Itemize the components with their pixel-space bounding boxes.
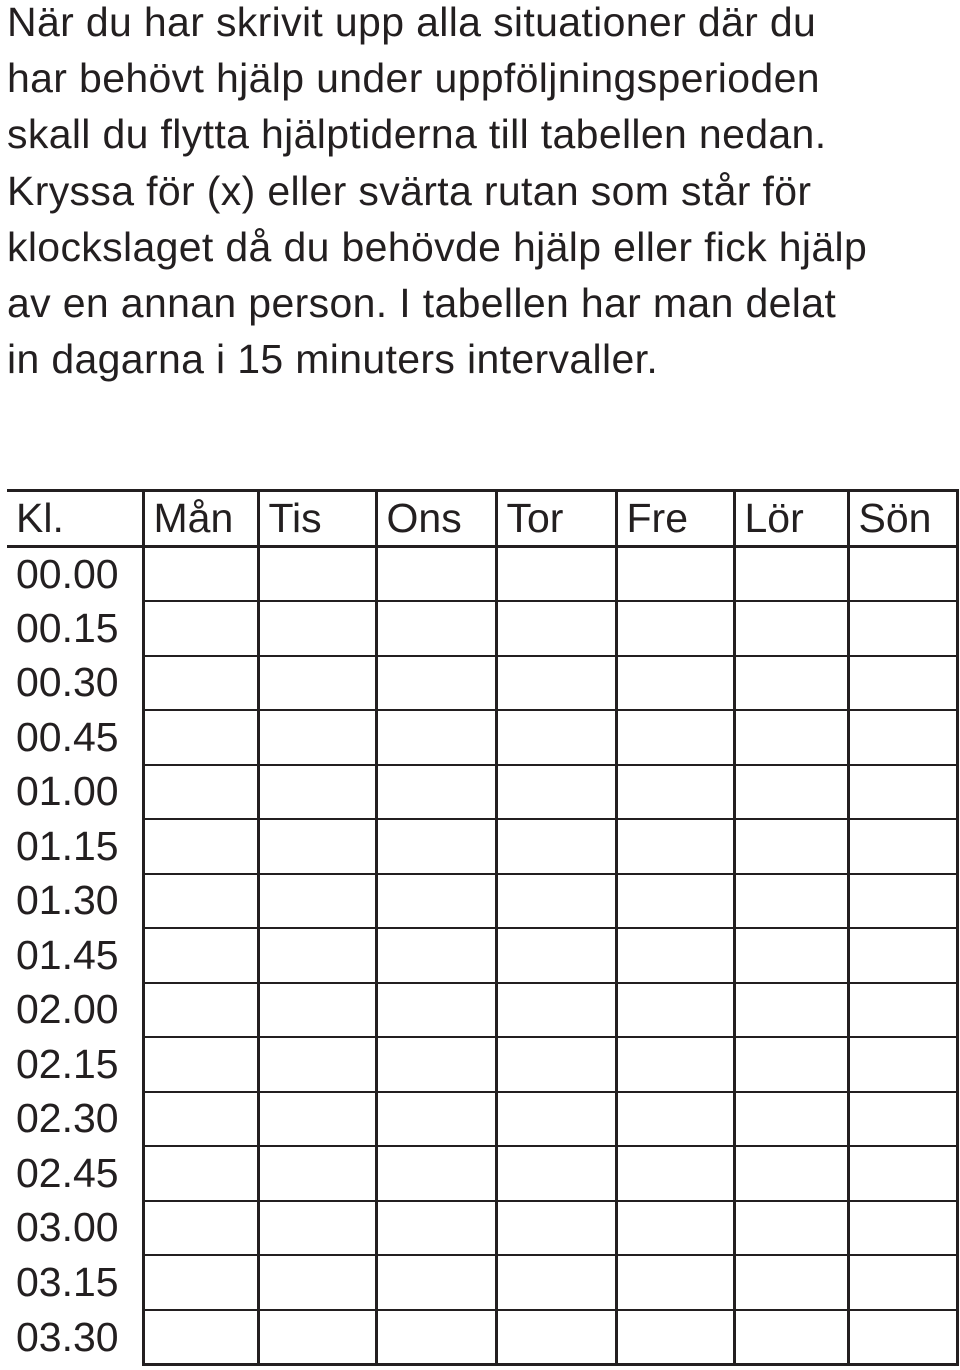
checkbox-cell-wed[interactable] — [376, 710, 496, 765]
checkbox-cell-sat[interactable] — [734, 1092, 848, 1147]
table-row — [7, 983, 957, 1038]
checkbox-cell-thu[interactable] — [496, 1201, 616, 1256]
checkbox-cell-tue[interactable] — [258, 1201, 376, 1256]
checkbox-cell-sun[interactable] — [848, 601, 957, 656]
checkbox-cell-mon[interactable] — [143, 546, 258, 601]
checkbox-cell-sat[interactable] — [734, 1255, 848, 1310]
checkbox-cell-sun[interactable] — [848, 1255, 957, 1310]
checkbox-cell-fri[interactable] — [616, 546, 734, 601]
checkbox-cell-wed[interactable] — [376, 546, 496, 601]
time-label: 00.45 — [16, 713, 119, 760]
checkbox-cell-wed[interactable] — [376, 1092, 496, 1147]
checkbox-cell-wed[interactable] — [376, 1310, 496, 1365]
checkbox-cell-wed[interactable] — [376, 819, 496, 874]
table-row — [7, 601, 957, 656]
checkbox-cell-tue[interactable] — [258, 1310, 376, 1365]
checkbox-cell-fri[interactable] — [616, 656, 734, 711]
checkbox-cell-sun[interactable] — [848, 1310, 957, 1365]
time-label: 01.15 — [16, 822, 119, 869]
checkbox-cell-wed[interactable] — [376, 928, 496, 983]
checkbox-cell-thu[interactable] — [496, 710, 616, 765]
checkbox-cell-sat[interactable] — [734, 765, 848, 820]
time-label: 02.30 — [16, 1095, 119, 1142]
checkbox-cell-wed[interactable] — [376, 1255, 496, 1310]
table-row — [7, 1037, 957, 1092]
instruction-line: När du har skrivit upp alla situationer där du — [7, 0, 817, 45]
time-label: 03.30 — [16, 1313, 119, 1360]
help-schedule-table — [7, 489, 959, 1366]
checkbox-cell-wed[interactable] — [376, 765, 496, 820]
checkbox-cell-sat[interactable] — [734, 874, 848, 929]
checkbox-cell-wed[interactable] — [376, 1037, 496, 1092]
table-row — [7, 1092, 957, 1147]
checkbox-cell-tue[interactable] — [258, 928, 376, 983]
time-label: 02.15 — [16, 1040, 119, 1087]
checkbox-cell-fri[interactable] — [616, 1255, 734, 1310]
table-row — [7, 1255, 957, 1310]
checkbox-cell-thu[interactable] — [496, 601, 616, 656]
checkbox-cell-tue[interactable] — [258, 656, 376, 711]
checkbox-cell-mon[interactable] — [143, 874, 258, 929]
checkbox-cell-mon[interactable] — [143, 1146, 258, 1201]
checkbox-cell-sat[interactable] — [734, 1037, 848, 1092]
time-label: 03.00 — [16, 1204, 119, 1251]
day-header-mon: Mån — [143, 491, 258, 547]
checkbox-cell-thu[interactable] — [496, 874, 616, 929]
checkbox-cell-thu[interactable] — [496, 1146, 616, 1201]
checkbox-cell-tue[interactable] — [258, 1037, 376, 1092]
time-label: 01.00 — [16, 768, 119, 815]
table-row — [7, 1201, 957, 1256]
checkbox-cell-thu[interactable] — [496, 983, 616, 1038]
checkbox-cell-thu[interactable] — [496, 1310, 616, 1365]
checkbox-cell-tue[interactable] — [258, 765, 376, 820]
checkbox-cell-sun[interactable] — [848, 928, 957, 983]
instruction-line: har behövt hjälp under uppföljningsperioden — [7, 55, 820, 102]
checkbox-cell-fri[interactable] — [616, 874, 734, 929]
checkbox-cell-fri[interactable] — [616, 765, 734, 820]
checkbox-cell-tue[interactable] — [258, 1255, 376, 1310]
time-label: 01.30 — [16, 877, 119, 924]
checkbox-cell-thu[interactable] — [496, 928, 616, 983]
checkbox-cell-fri[interactable] — [616, 819, 734, 874]
checkbox-cell-fri[interactable] — [616, 1201, 734, 1256]
instructions — [7, 0, 957, 387]
checkbox-cell-mon[interactable] — [143, 1310, 258, 1365]
checkbox-cell-wed[interactable] — [376, 1201, 496, 1256]
checkbox-cell-wed[interactable] — [376, 983, 496, 1038]
table-row — [7, 819, 957, 874]
instruction-line: av en annan person. I tabellen har man delat — [7, 280, 837, 327]
time-column-header: Kl. — [7, 491, 143, 547]
checkbox-cell-wed[interactable] — [376, 601, 496, 656]
instruction-line: in dagarna i 15 minuters intervaller. — [7, 336, 659, 383]
checkbox-cell-sun[interactable] — [848, 546, 957, 601]
checkbox-cell-sun[interactable] — [848, 1037, 957, 1092]
checkbox-cell-fri[interactable] — [616, 983, 734, 1038]
checkbox-cell-fri[interactable] — [616, 601, 734, 656]
table-row — [7, 1310, 957, 1365]
checkbox-cell-thu[interactable] — [496, 1255, 616, 1310]
checkbox-cell-mon[interactable] — [143, 656, 258, 711]
checkbox-cell-sat[interactable] — [734, 546, 848, 601]
schedule-body — [7, 546, 957, 1365]
checkbox-cell-tue[interactable] — [258, 710, 376, 765]
checkbox-cell-mon[interactable] — [143, 765, 258, 820]
checkbox-cell-fri[interactable] — [616, 1146, 734, 1201]
instruction-line: Kryssa för (x) eller svärta rutan som står för — [7, 167, 812, 214]
time-label: 00.00 — [16, 550, 119, 597]
checkbox-cell-thu[interactable] — [496, 1037, 616, 1092]
checkbox-cell-mon[interactable] — [143, 983, 258, 1038]
checkbox-cell-sat[interactable] — [734, 983, 848, 1038]
checkbox-cell-thu[interactable] — [496, 656, 616, 711]
table-row — [7, 546, 957, 601]
time-label: 02.45 — [16, 1149, 119, 1196]
checkbox-cell-thu[interactable] — [496, 1092, 616, 1147]
checkbox-cell-tue[interactable] — [258, 601, 376, 656]
instruction-line: klockslaget då du behövde hjälp eller fick hjälp — [7, 223, 868, 270]
table-row — [7, 928, 957, 983]
time-label: 02.00 — [16, 986, 119, 1033]
checkbox-cell-sat[interactable] — [734, 1146, 848, 1201]
checkbox-cell-mon[interactable] — [143, 1092, 258, 1147]
checkbox-cell-fri[interactable] — [616, 1037, 734, 1092]
time-label: 00.15 — [16, 604, 119, 651]
checkbox-cell-sun[interactable] — [848, 656, 957, 711]
checkbox-cell-sun[interactable] — [848, 1146, 957, 1201]
checkbox-cell-fri[interactable] — [616, 1310, 734, 1365]
checkbox-cell-tue[interactable] — [258, 874, 376, 929]
instruction-line: skall du flytta hjälptiderna till tabellen nedan. — [7, 111, 827, 158]
checkbox-cell-sat[interactable] — [734, 601, 848, 656]
checkbox-cell-tue[interactable] — [258, 819, 376, 874]
table-row — [7, 710, 957, 765]
checkbox-cell-fri[interactable] — [616, 710, 734, 765]
checkbox-cell-mon[interactable] — [143, 1255, 258, 1310]
checkbox-cell-sun[interactable] — [848, 1201, 957, 1256]
day-header-fri: Fre — [616, 491, 734, 547]
checkbox-cell-mon[interactable] — [143, 1037, 258, 1092]
checkbox-cell-mon[interactable] — [143, 601, 258, 656]
checkbox-cell-tue[interactable] — [258, 546, 376, 601]
time-label: 03.15 — [16, 1258, 119, 1305]
header-row — [7, 491, 957, 547]
checkbox-cell-thu[interactable] — [496, 765, 616, 820]
checkbox-cell-sat[interactable] — [734, 1201, 848, 1256]
table-row — [7, 656, 957, 711]
checkbox-cell-wed[interactable] — [376, 1146, 496, 1201]
checkbox-cell-mon[interactable] — [143, 1201, 258, 1256]
checkbox-cell-fri[interactable] — [616, 1092, 734, 1147]
checkbox-cell-fri[interactable] — [616, 928, 734, 983]
checkbox-cell-sat[interactable] — [734, 1310, 848, 1365]
checkbox-cell-sun[interactable] — [848, 765, 957, 820]
checkbox-cell-mon[interactable] — [143, 710, 258, 765]
day-header-sat: Lör — [734, 491, 848, 547]
checkbox-cell-mon[interactable] — [143, 928, 258, 983]
checkbox-cell-tue[interactable] — [258, 1092, 376, 1147]
table-row — [7, 874, 957, 929]
checkbox-cell-wed[interactable] — [376, 656, 496, 711]
time-label: 00.30 — [16, 659, 119, 706]
checkbox-cell-sun[interactable] — [848, 819, 957, 874]
table-row — [7, 765, 957, 820]
checkbox-cell-sun[interactable] — [848, 1092, 957, 1147]
time-label: 01.45 — [16, 931, 119, 978]
checkbox-cell-sat[interactable] — [734, 928, 848, 983]
checkbox-cell-tue[interactable] — [258, 983, 376, 1038]
day-header-thu: Tor — [496, 491, 616, 547]
checkbox-cell-thu[interactable] — [496, 819, 616, 874]
checkbox-cell-wed[interactable] — [376, 874, 496, 929]
checkbox-cell-sat[interactable] — [734, 819, 848, 874]
checkbox-cell-thu[interactable] — [496, 546, 616, 601]
day-header-wed: Ons — [376, 491, 496, 547]
day-header-tue: Tis — [258, 491, 376, 547]
checkbox-cell-sun[interactable] — [848, 874, 957, 929]
checkbox-cell-tue[interactable] — [258, 1146, 376, 1201]
table-row — [7, 1146, 957, 1201]
day-header-sun: Sön — [848, 491, 957, 547]
checkbox-cell-sun[interactable] — [848, 710, 957, 765]
checkbox-cell-mon[interactable] — [143, 819, 258, 874]
checkbox-cell-sat[interactable] — [734, 656, 848, 711]
checkbox-cell-sat[interactable] — [734, 710, 848, 765]
checkbox-cell-sun[interactable] — [848, 983, 957, 1038]
